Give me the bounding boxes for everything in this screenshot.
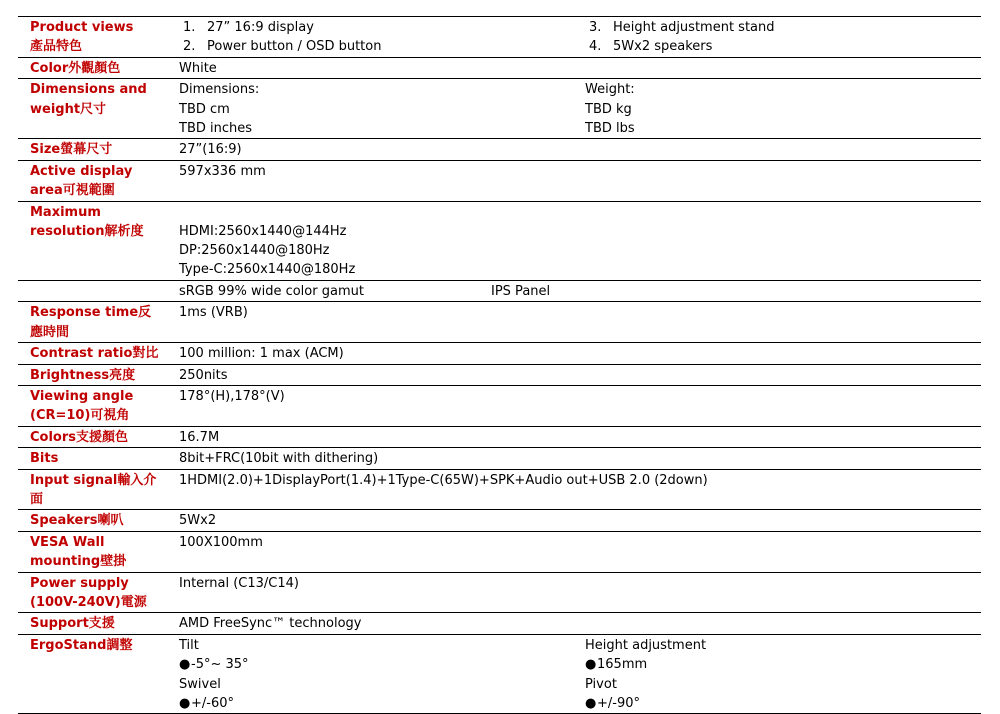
dimensions-title: Dimensions: [179, 82, 260, 98]
row-support [18, 613, 981, 634]
height-title: Height adjustment [585, 637, 707, 653]
panel-type: IPS Panel [491, 283, 551, 299]
bullet-icon: ● [585, 696, 597, 711]
weight-lbs: TBD lbs [585, 121, 635, 137]
value-color: White [167, 57, 981, 78]
value-bits: 8bit+FRC(10bit with dithering) [167, 448, 981, 469]
swivel-title: Swivel [179, 676, 221, 692]
label-color: Color外觀顏色 [18, 57, 167, 78]
label-dimensions: Dimensions and weight尺寸 [18, 79, 167, 139]
row-input-signal [18, 469, 981, 510]
tilt-value: -5°~ 35° [191, 657, 249, 673]
label-max-resolution: Maximum resolution解析度 [18, 201, 167, 280]
swivel-value: +/-60° [191, 696, 235, 711]
value-power-supply: Internal (C13/C14) [167, 572, 981, 613]
value-ergostand [167, 634, 981, 714]
list-item: 1. 27” 16:9 display [183, 20, 314, 35]
row-colors [18, 426, 981, 447]
value-product-views [167, 17, 981, 58]
value-max-resolution [167, 201, 981, 280]
row-gamut [18, 280, 981, 301]
label-contrast: Contrast ratio對比 [18, 343, 167, 364]
row-response-time [18, 302, 981, 343]
res-dp: DP:2560x1440@180Hz [179, 243, 330, 259]
label-brightness: Brightness亮度 [18, 364, 167, 385]
row-speakers [18, 510, 981, 531]
pivot-title: Pivot [585, 676, 617, 692]
res-hdmi: HDMI:2560x1440@144Hz [179, 223, 347, 239]
value-speakers: 5Wx2 [167, 510, 981, 531]
value-contrast: 100 million: 1 max (ACM) [167, 343, 981, 364]
value-vesa: 100X100mm [167, 531, 981, 572]
value-colors: 16.7M [167, 426, 981, 447]
row-product-views [18, 17, 981, 58]
label-active-area: Active display area可視範圍 [18, 160, 167, 201]
list-item: 3. Height adjustment stand [589, 20, 775, 35]
bullet-icon: ● [585, 657, 597, 673]
spec-table [18, 16, 981, 714]
dimensions-cm: TBD cm [179, 101, 230, 117]
label-bits: Bits [18, 448, 167, 469]
gamut-text: sRGB 99% wide color gamut [179, 283, 364, 299]
label-colors: Colors支援顏色 [18, 426, 167, 447]
weight-kg: TBD kg [585, 101, 632, 117]
bullet-icon: ● [179, 696, 191, 711]
value-brightness: 250nits [167, 364, 981, 385]
row-vesa [18, 531, 981, 572]
tilt-title: Tilt [179, 637, 199, 653]
label-product-views: Product views 產品特色 [18, 17, 167, 58]
height-value: 165mm [597, 657, 648, 673]
label-size: Size螢幕尺寸 [18, 139, 167, 160]
label-response-time: Response time反 應時間 [18, 302, 167, 343]
label-speakers: Speakers喇叭 [18, 510, 167, 531]
label-input-signal: Input signal輸入介 面 [18, 469, 167, 510]
pivot-value: +/-90° [597, 696, 641, 711]
label-ergostand: ErgoStand調整 [18, 634, 167, 714]
row-contrast [18, 343, 981, 364]
label-vesa: VESA Wall mounting壁掛 [18, 531, 167, 572]
value-support: AMD FreeSync™ technology [167, 613, 981, 634]
list-item: 2. Power button / OSD button [183, 39, 382, 55]
value-input-signal: 1HDMI(2.0)+1DisplayPort(1.4)+1Type-C(65W)+SPK+Audio out+USB 2.0 (2down) [167, 469, 981, 510]
list-item: 4. 5Wx2 speakers [589, 39, 713, 55]
bullet-icon: ● [179, 657, 191, 673]
row-color [18, 57, 981, 78]
row-power-supply [18, 572, 981, 613]
weight-title: Weight: [585, 82, 635, 98]
label-viewing-angle: Viewing angle (CR=10)可視角 [18, 385, 167, 426]
label-power-supply: Power supply (100V-240V)電源 [18, 572, 167, 613]
row-viewing-angle [18, 385, 981, 426]
row-max-resolution [18, 201, 981, 280]
row-brightness [18, 364, 981, 385]
row-ergostand [18, 634, 981, 714]
row-size [18, 139, 981, 160]
label-gamut [18, 280, 167, 301]
value-active-area: 597x336 mm [167, 160, 981, 201]
value-gamut [167, 280, 981, 301]
row-dimensions [18, 79, 981, 139]
row-bits [18, 448, 981, 469]
value-size: 27”(16:9) [167, 139, 981, 160]
label-support: Support支援 [18, 613, 167, 634]
dimensions-inches: TBD inches [179, 121, 253, 137]
value-response-time: 1ms (VRB) [167, 302, 981, 343]
value-viewing-angle: 178°(H),178°(V) [167, 385, 981, 426]
res-typec: Type-C:2560x1440@180Hz [179, 262, 356, 278]
row-active-area [18, 160, 981, 201]
value-dimensions [167, 79, 981, 139]
